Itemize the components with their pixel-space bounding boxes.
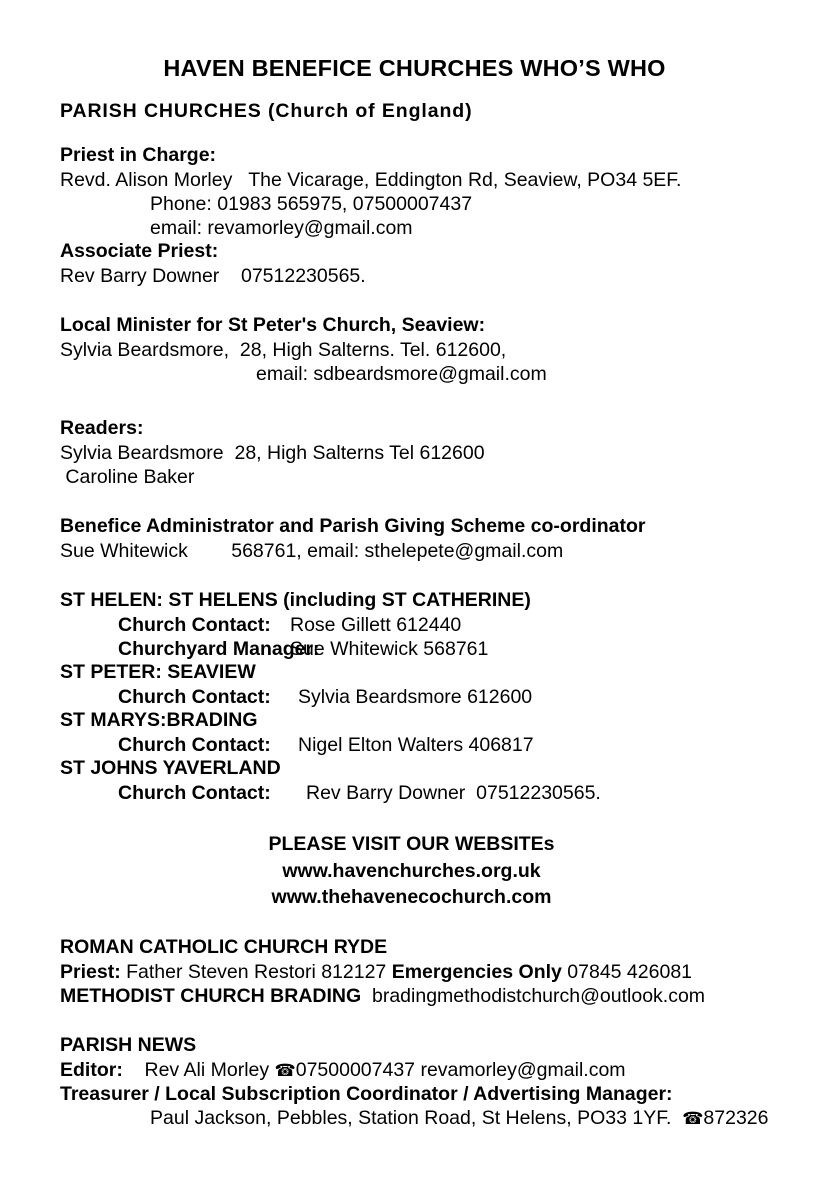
benefice-administrator-row <box>60 539 781 563</box>
church-name-st-marys: ST MARYS:BRADING <box>60 709 258 732</box>
contact-label: Church Contact: <box>118 686 271 709</box>
benefice-administrator-details: 568761, email: sthelepete@gmail.com <box>231 540 564 563</box>
spacer-gap <box>232 169 248 191</box>
associate-priest-name: Rev Barry Downer <box>60 264 220 287</box>
local-minister-heading: Local Minister for St Peter's Church, Seaview: <box>60 314 486 337</box>
church-contact-row <box>60 733 781 757</box>
parish-news-heading: PARISH NEWS <box>60 1034 197 1057</box>
reader-item: Sylvia Beardsmore 28, High Salterns Tel 612600 <box>60 441 485 464</box>
priest-in-charge-address: The Vicarage, Eddington Rd, Seaview, PO34 5EF. <box>248 168 682 191</box>
parish-news-editor-row <box>60 1058 781 1082</box>
church-contact-row <box>60 781 781 805</box>
priest-in-charge-phone: Phone: 01983 565975, 07500007437 <box>150 192 473 215</box>
editor-label: Editor: <box>60 1059 123 1082</box>
emergencies-label: Emergencies Only <box>391 960 562 983</box>
contact-value: Nigel Elton Walters 406817 <box>298 734 534 757</box>
readers-heading: Readers: <box>60 417 144 440</box>
contact-value: Sylvia Beardsmore 612600 <box>298 686 533 709</box>
page-title: HAVEN BENEFICE CHURCHES WHO’S WHO <box>163 55 666 81</box>
spacer <box>60 805 781 831</box>
contact-label: Churchyard Manager: <box>118 638 320 661</box>
spacer-gap <box>219 265 241 287</box>
priest-details: Father Steven Restori 812127 <box>120 960 392 983</box>
priest-in-charge-heading: Priest in Charge: <box>60 143 217 166</box>
reader-item: Caroline Baker <box>60 466 195 489</box>
church-contact-row <box>60 685 781 709</box>
contact-value: Sue Whitewick 568761 <box>290 638 489 661</box>
editor-contact: 07500007437 revamorley@gmail.com <box>295 1059 626 1082</box>
methodist-row <box>60 984 781 1008</box>
website-link[interactable]: www.havenchurches.org.uk <box>282 859 541 882</box>
telephone-icon: ☎ <box>682 1109 704 1130</box>
church-contact-row <box>60 613 781 637</box>
priest-in-charge-row <box>60 168 781 192</box>
treasurer-phone: 872326 <box>703 1107 769 1130</box>
church-name-st-peter: ST PETER: SEAVIEW <box>60 661 256 684</box>
roman-catholic-priest-row <box>60 960 781 984</box>
priest-in-charge-email: email: revamorley@gmail.com <box>150 216 413 239</box>
contact-value: Rose Gillett 612440 <box>290 614 462 637</box>
church-contact-row <box>60 637 781 661</box>
priest-in-charge-name: Revd. Alison Morley <box>60 168 233 191</box>
priest-label: Priest: <box>60 960 121 983</box>
editor-name: Rev Ali Morley <box>122 1059 275 1082</box>
associate-priest-phone: 07512230565. <box>240 264 366 287</box>
treasurer-details-row <box>60 1106 781 1130</box>
associate-priest-row <box>60 264 781 288</box>
church-name-st-johns: ST JOHNS YAVERLAND <box>60 757 281 780</box>
contact-label: Church Contact: <box>118 614 271 637</box>
local-minister-line-1: Sylvia Beardsmore, 28, High Salterns. Tel. 612600, <box>60 338 507 361</box>
contact-label: Church Contact: <box>118 782 271 805</box>
spacer-gap <box>188 540 231 562</box>
emergencies-number: 07845 426081 <box>561 960 693 983</box>
spacer <box>60 124 781 144</box>
local-minister-line-2: email: sdbeardsmore@gmail.com <box>256 362 547 385</box>
roman-catholic-heading: ROMAN CATHOLIC CHURCH RYDE <box>60 936 388 959</box>
website-link[interactable]: www.thehavenecochurch.com <box>271 885 552 908</box>
methodist-heading: METHODIST CHURCH BRADING <box>60 985 362 1008</box>
methodist-email[interactable]: bradingmethodistchurch@outlook.com <box>361 985 706 1008</box>
parish-churches-heading: PARISH CHURCHES (Church of England) <box>60 100 473 122</box>
church-name-st-helen: ST HELEN: ST HELENS (including ST CATHERINE) <box>60 589 531 612</box>
spacer <box>60 489 781 515</box>
contact-label: Church Contact: <box>118 734 271 757</box>
treasurer-details: Paul Jackson, Pebbles, Station Road, St Helens, PO33 1YF. <box>150 1107 683 1130</box>
spacer <box>60 910 781 936</box>
contact-value: Rev Barry Downer 07512230565. <box>306 782 601 805</box>
spacer <box>60 563 781 589</box>
spacer <box>60 1008 781 1034</box>
websites-heading: PLEASE VISIT OUR WEBSITEs <box>268 833 555 856</box>
telephone-icon: ☎ <box>274 1061 296 1082</box>
associate-priest-heading: Associate Priest: <box>60 240 219 263</box>
spacer <box>60 288 781 314</box>
treasurer-heading: Treasurer / Local Subscription Coordinator / Advertising Manager: <box>60 1083 673 1106</box>
benefice-administrator-name: Sue Whitewick <box>60 540 188 563</box>
spacer <box>60 386 781 417</box>
benefice-administrator-heading: Benefice Administrator and Parish Giving Scheme co-ordinator <box>60 515 646 538</box>
